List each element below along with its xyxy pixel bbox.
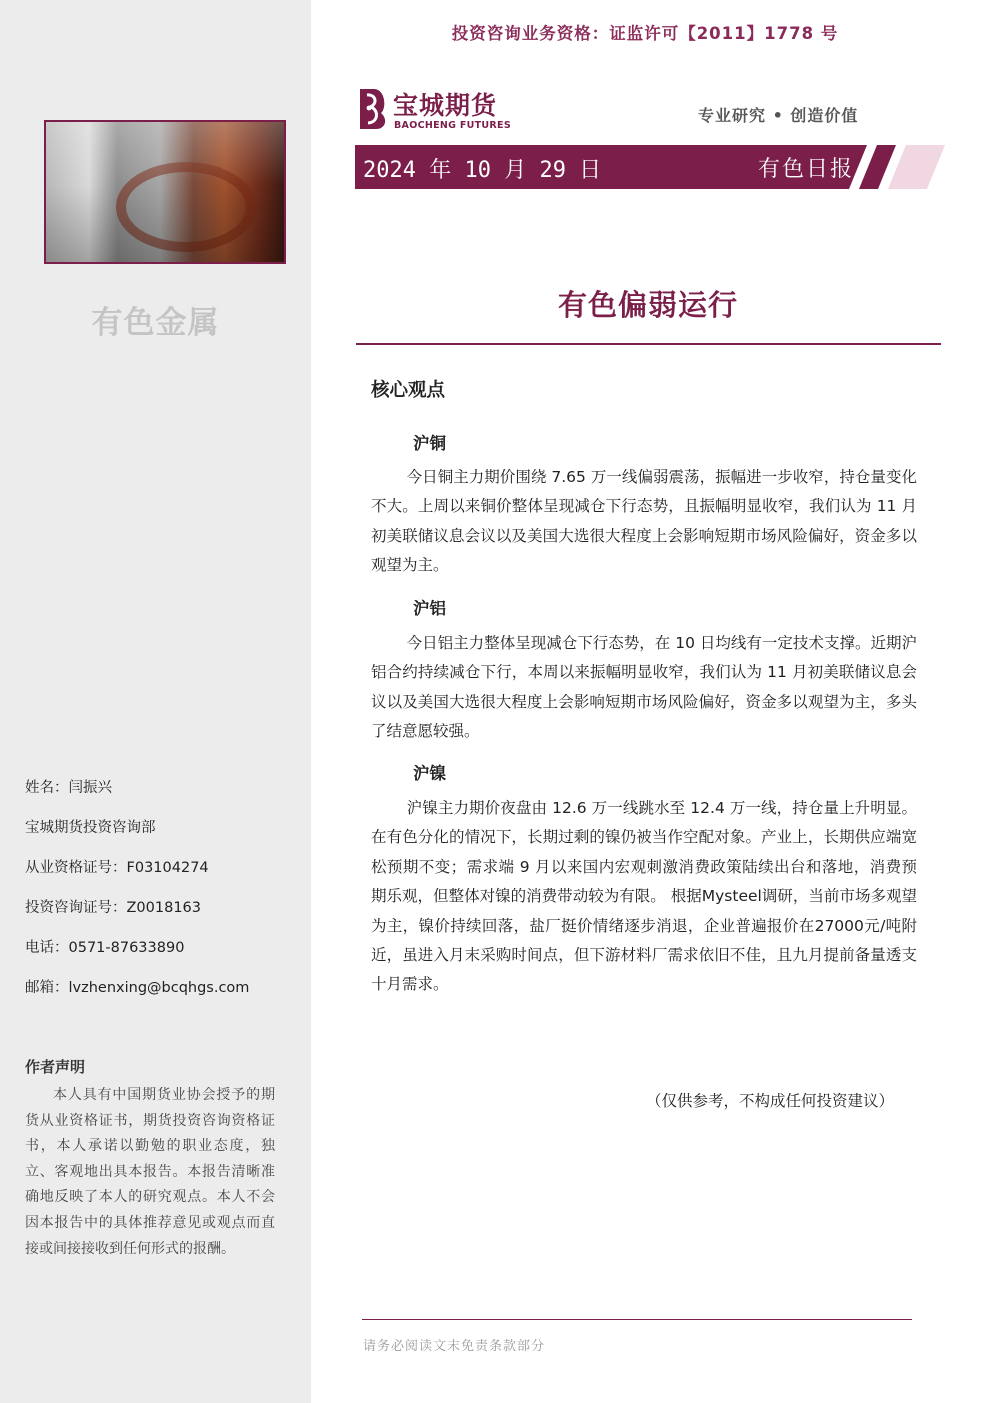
core-heading: 核心观点 [371, 380, 446, 401]
author-email[interactable]: 邮箱：lvzhenxing@bcqhgs.com [25, 980, 250, 996]
license-line: 投资咨询业务资格：证监许可【2011】1778 号 [451, 24, 839, 43]
declaration-title: 作者声明 [25, 1058, 86, 1076]
footer-divider [362, 1319, 912, 1320]
author-dept: 宝城期货投资咨询部 [25, 820, 156, 836]
company-logo [356, 86, 531, 134]
section-heading-copper: 沪铜 [413, 434, 446, 453]
section-body-copper: 今日铜主力期价围绕 7.65 万一线偏弱震荡，振幅进一步收窄，持仓量变化不大。上周以来铜价整体呈现减仓下行态势，且振幅明显收窄，我们认为 11 月初美联储议息会议以及美国大选很大程度上会影响短期市场风险偏好，资金多以观望为主。 [371, 468, 917, 575]
logo-chinese-text: 宝城期货 [393, 91, 498, 120]
author-phone: 电话：0571-87633890 [25, 940, 185, 956]
report-date: 2024 年 10 月 29 日 [363, 158, 602, 183]
footer-note: 请务必阅读文末免责条款部分 [363, 1339, 546, 1354]
author-consult-cert: 投资咨询证号：Z0018163 [25, 900, 202, 916]
sector-label: 有色金属 [91, 305, 220, 341]
author-info [25, 776, 249, 1016]
section-heading-nickel: 沪镍 [413, 764, 446, 783]
investment-disclaimer: （仅供参考，不构成任何投资建议） [646, 1092, 895, 1110]
slogan: 专业研究 • 创造价值 [698, 106, 859, 125]
section-body-aluminum: 今日铝主力整体呈现减仓下行态势，在 10 日均线有一定技术支撑。近期沪铝合约持续减仓下行，本周以来振幅明显收窄，我们认为 11 月初美联储议息会议以及美国大选很大程度上会影响短期市场风险偏好，资金多以观望为主，多头了结意愿较强。 [371, 634, 917, 741]
declaration-body: 本人具有中国期货业协会授予的期货从业资格证书，期货投资咨询资格证书，本人承诺以勤勉的职业态度，独立、客观地出具本报告。本报告清晰准确地反映了本人的研究观点。本人不会因本报告中的具体推荐意见或观点而直接或间接接收到任何形式的报酬。 [25, 1087, 275, 1257]
logo-english-text: BAOCHENG FUTURES [394, 120, 511, 131]
cover-photo [44, 120, 286, 264]
report-type: 有色日报 [758, 157, 855, 182]
title-divider [356, 343, 941, 345]
section-body-nickel: 沪镍主力期价夜盘由 12.6 万一线跳水至 12.4 万一线，持仓量上升明显。在有色分化的情况下，长期过剩的镍仍被当作空配对象。产业上，长期供应端宽松预期不变；需求端 9 月以来国内宏观刺激消费政策陆续出台和落地，消费预期乐观，但整体对镍的消费带动较为有限。 根据Mysteel调研，当前市场多观望为主，镍价持续回落，盐厂挺价情绪逐步消退，企业普遍报价在27000元/吨附近，虽进入月末采购时间点，但下游材料厂需求依旧不佳，且九月提前备量透支十月需求。 [371, 799, 917, 994]
author-cert: 从业资格证号：F03104274 [25, 860, 209, 876]
section-heading-aluminum: 沪铝 [413, 599, 446, 618]
logo-b-icon [356, 86, 390, 132]
photo-sheen [46, 122, 284, 262]
author-name: 姓名：闫振兴 [25, 780, 112, 796]
report-title: 有色偏弱运行 [557, 288, 738, 322]
